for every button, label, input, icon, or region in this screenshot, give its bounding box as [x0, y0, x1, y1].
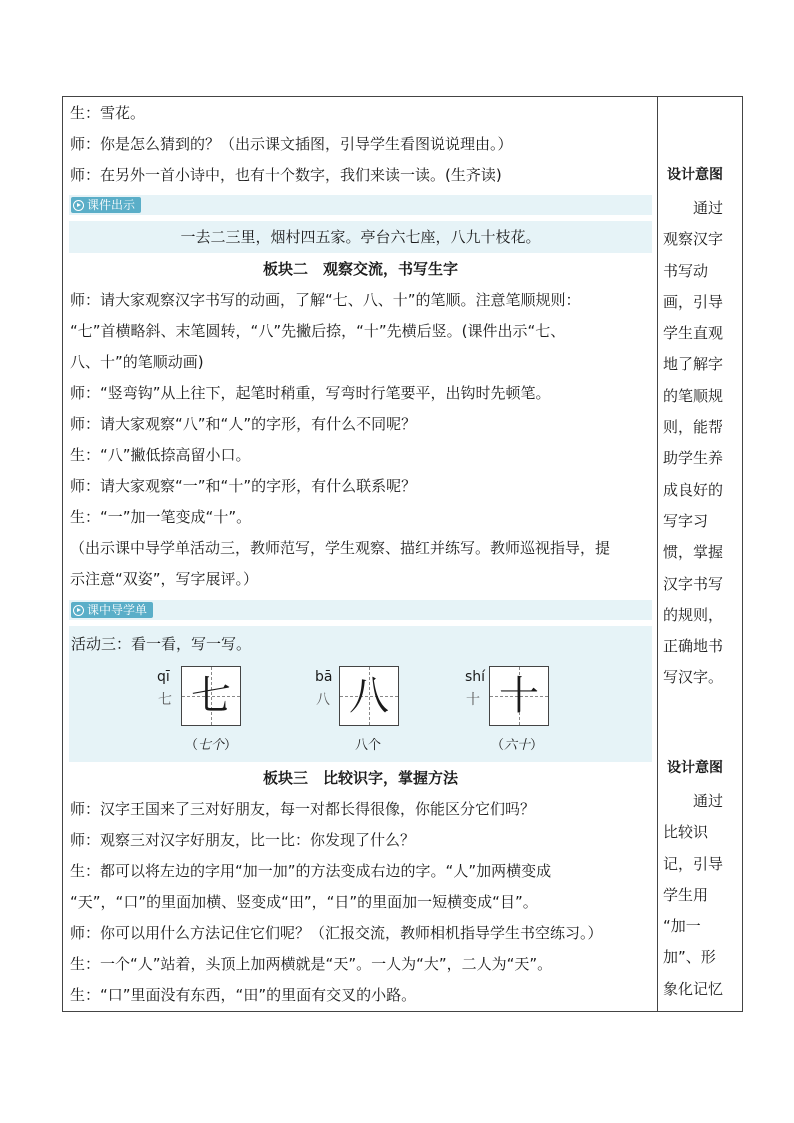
- model-char: 十: [499, 673, 539, 719]
- model-char: 七: [191, 673, 231, 719]
- play-icon: [73, 605, 84, 616]
- design-intent-title: 设计意图: [667, 760, 723, 776]
- design-intent-column: [658, 97, 742, 1011]
- text-line: 生：都可以将左边的字用“加一加”的方法变成右边的字。“人”加两横变成: [70, 862, 552, 880]
- text-line: 师：汉字王国来了三对好朋友，每一对都长得很像，你能区分它们吗？: [70, 800, 536, 818]
- text-line: 师：你可以用什么方法记住它们呢？（汇报交流，教师相机指导学生书空练习。）: [70, 924, 603, 942]
- text-line: 生：“八”撇低捺高留小口。: [70, 446, 251, 464]
- tian-grid: [339, 666, 399, 726]
- tag-label: 课件出示: [87, 198, 136, 212]
- pinyin: qī: [157, 669, 170, 685]
- small-char: 七: [158, 692, 172, 708]
- text-line: 师：“竖弯钩”从上往下，起笔时稍重，写弯时行笔要平，出钩时先顿笔。: [70, 384, 551, 402]
- tag-label: 课中导学单: [87, 603, 148, 617]
- text-line: 八、十”的笔顺动画): [70, 353, 204, 371]
- section-heading-3: 板块三 比较识字，掌握方法: [262, 769, 458, 787]
- handwritten-answer: 七个: [198, 738, 225, 753]
- text-line: 生：雪花。: [70, 104, 146, 122]
- text-line: （出示课中导学单活动三，教师范写，学生观察、描红并练写。教师巡视指导，提: [70, 539, 611, 557]
- pinyin: bā: [315, 669, 333, 685]
- text-line: 示注意“双姿”，写字展评。）: [70, 570, 259, 588]
- small-char: 八: [316, 692, 330, 708]
- small-char: 十: [466, 692, 480, 708]
- answer-text: 八个: [355, 738, 382, 753]
- courseware-tag-bar: [69, 195, 652, 215]
- text-line: “七”首横略斜、末笔圆转，“八”先撇后捺，“十”先横后竖。(课件出示“七、: [70, 322, 566, 340]
- section-heading-2: 板块二 观察交流，书写生字: [262, 260, 458, 278]
- text-line: 师：请大家观察“八”和“人”的字形，有什么不同呢？: [70, 415, 417, 433]
- answer: （六十）: [491, 738, 544, 753]
- activity-title: 活动三：看一看，写一写。: [71, 635, 252, 653]
- tian-grid: [181, 666, 241, 726]
- main-column: [63, 97, 658, 1011]
- design-intent-text-2: 通过 比较识 记，引导 学生用 “加一 加”、形 象化记忆: [663, 792, 724, 998]
- pinyin: shí: [465, 669, 486, 685]
- char-practice-ba: [315, 666, 475, 756]
- design-intent-title: 设计意图: [667, 167, 723, 183]
- courseware-tag: [71, 197, 141, 213]
- guide-tag-bar: [69, 600, 652, 620]
- text-line: 生：“口”里面没有东西，“田”的里面有交叉的小路。: [70, 986, 417, 1004]
- design-intent-text-1: 通过 观察汉字 书写动 画，引导 学生直观 地了解字 的笔顺规 则，能帮 助学生养 成良好的 写字习 惯，掌握 汉字书写 的规则， 正确地书 写汉字。: [663, 199, 724, 687]
- tian-grid: [489, 666, 549, 726]
- text-line: 师：在另外一首小诗中，也有十个数字，我们来读一读。(生齐读): [70, 166, 502, 184]
- char-practice-qi: [157, 666, 317, 756]
- activity-box: [69, 626, 652, 762]
- handwritten-answer: 六十: [504, 738, 531, 753]
- text-line: “天”，“口”的里面加横、竖变成“田”，“日”的里面加一短横变成“目”。: [70, 893, 538, 911]
- text-line: 师：观察三对汉字好朋友，比一比：你发现了什么？: [70, 831, 416, 849]
- lesson-plan-table: [62, 96, 743, 1012]
- model-char: 八: [349, 673, 389, 719]
- answer: （七个）: [185, 738, 238, 753]
- text-line: 师：请大家观察汉字书写的动画，了解“七、八、十”的笔顺。注意笔顺规则：: [70, 291, 581, 309]
- text-line: 师：请大家观察“一”和“十”的字形，有什么联系呢？: [70, 477, 417, 495]
- text-line: 生：一个“人”站着，头顶上加两横就是“天”。一人为“大”，二人为“天”。: [70, 955, 553, 973]
- guide-tag: [71, 602, 153, 618]
- text-line: 师：你是怎么猜到的？（出示课文插图，引导学生看图说说理由。）: [70, 135, 513, 153]
- text-line: 生：“一”加一笔变成“十”。: [70, 508, 252, 526]
- play-icon: [73, 200, 84, 211]
- char-practice-shi: [465, 666, 625, 756]
- poem-box: 一去二三里，烟村四五家。亭台六七座，八九十枝花。: [69, 221, 652, 253]
- answer: [355, 734, 381, 753]
